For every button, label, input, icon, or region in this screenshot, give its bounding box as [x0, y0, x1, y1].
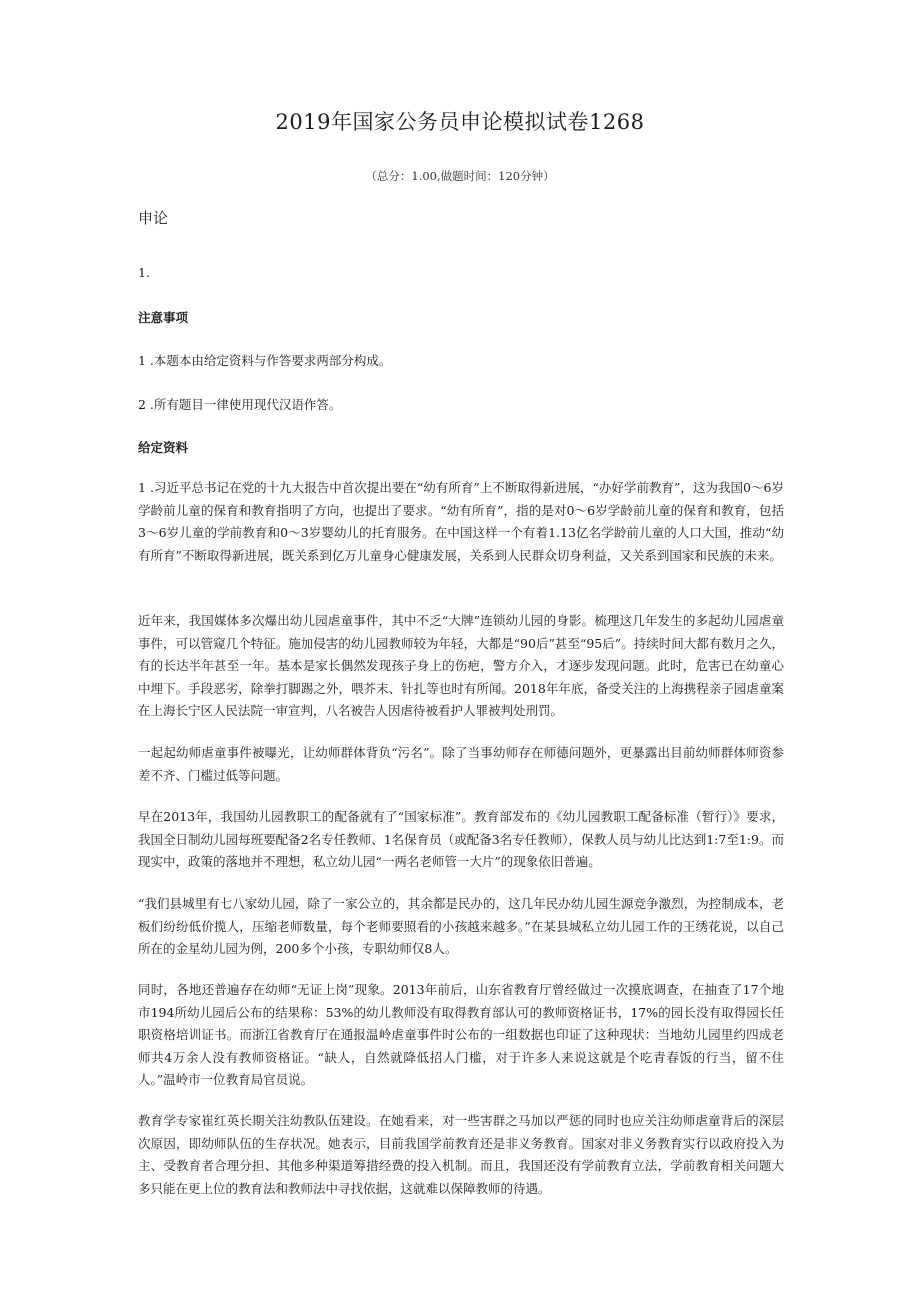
notice-item: 1 .本题本由给定资料与作答要求两部分构成。 [138, 353, 392, 368]
exam-info: （总分：1.00,做题时间：120分钟） [365, 169, 555, 183]
material-paragraph: 1 .习近平总书记在党的十九大报告中首次提出要在“幼有所育”上不断取得新进展，“办好学前教育”，这为我国0〜6岁学龄前儿童的保育和教育指明了方向，也提出了要求。“幼有所育”，指的是对0〜6岁学龄前儿童的保育和教育，包括3〜6岁儿童的学前教育和0〜3岁婴幼儿的托育服务。在中国这样一个有着1.13亿名学龄前儿童的人口大国，推动“幼有所育”不断取得新进展，既关系到亿万儿童身心健康发展，关系到人民群众切身利益，又关系到国家和民族的未来。 [138, 480, 784, 563]
notice-item: 2 .所有题目一律使用现代汉语作答。 [138, 397, 342, 412]
material-paragraph: 教育学专家崔红英长期关注幼教队伍建设。在她看来，对一些害群之马加以严惩的同时也应关注幼师虐童背后的深层次原因，即幼师队伍的生存状况。她表示，目前我国学前教育还是非义务教育。国家对非义务教育实行以政府投入为主、受教育者合理分担、其他多种渠道筹措经费的投入机制。而且，我国还没有学前教育立法，学前教育相关问题大多只能在更上位的教育法和教师法中寻找依据，这就难以保障教师的待遇。 [138, 1113, 784, 1196]
document-title: 2019年国家公务员申论模拟试卷1268 [275, 110, 645, 134]
notice-heading: 注意事项 [138, 310, 189, 325]
question-number: 1. [138, 265, 150, 280]
section-title: 申论 [138, 209, 169, 227]
materials-heading: 给定资料 [138, 440, 189, 455]
material-paragraph: “我们县城里有七八家幼儿园，除了一家公立的，其余都是民办的，这几年民办幼儿园生源竞争激烈，为控制成本，老板们纷纷低价揽人，压缩老师数量，每个老师要照看的小孩越来越多。”在某县城私立幼儿园工作的王绣花说，以自己所在的金星幼儿园为例，200多个小孩，专职幼师仅8人。 [138, 896, 784, 957]
material-paragraph: 一起起幼师虐童事件被曝光，让幼师群体背负“污名”。除了当事幼师存在师德问题外，更暴露出目前幼师群体师资参差不齐、门槛过低等问题。 [138, 745, 784, 783]
material-paragraph: 早在2013年，我国幼儿园教职工的配备就有了“国家标准”。教育部发布的《幼儿园教职工配备标准（暂行）》要求，我国全日制幼儿园每班要配备2名专任教师、1名保育员（或配备3名专任教师），保教人员与幼儿比达到1:7至1:9。而现实中，政策的落地并不理想，私立幼儿园“一两名老师管一大片”的现象依旧普遍。 [138, 809, 784, 870]
material-paragraph: 近年来，我国媒体多次爆出幼儿园虐童事件，其中不乏“大牌”连锁幼儿园的身影。梳理这几年发生的多起幼儿园虐童事件，可以管窥几个特征。施加侵害的幼儿园教师较为年轻，大都是“90后”甚至“95后”。持续时间大都有数月之久，有的长达半年甚至一年。基本是家长偶然发现孩子身上的伤疤，警方介入，才逐步发现问题。此时，危害已在幼童心中埋下。手段恶劣，除拳打脚踢之外，喂芥末、针扎等也时有所闻。2018年年底，备受关注的上海携程亲子园虐童案在上海长宁区人民法院一审宣判，八名被告人因虐待被看护人罪被判处刑罚。 [138, 613, 784, 719]
material-paragraph: 同时，各地还普遍存在幼师“无证上岗”现象。2013年前后，山东省教育厅曾经做过一次摸底调查，在抽查了17个地市194所幼儿园后公布的结果称：53%的幼儿教师没有取得教育部认可的教师资格证书，17%的园长没有取得园长任职资格培训证书。而浙江省教育厅在通报温岭虐童事件时公布的一组数据也印证了这种现状：当地幼儿园里约四成老师共4万余人没有教师资格证。“缺人，自然就降低招人门槛，对于许多人来说这就是个吃青春饭的行当，留不住人。”温岭市一位教育局官员说。 [138, 982, 784, 1088]
